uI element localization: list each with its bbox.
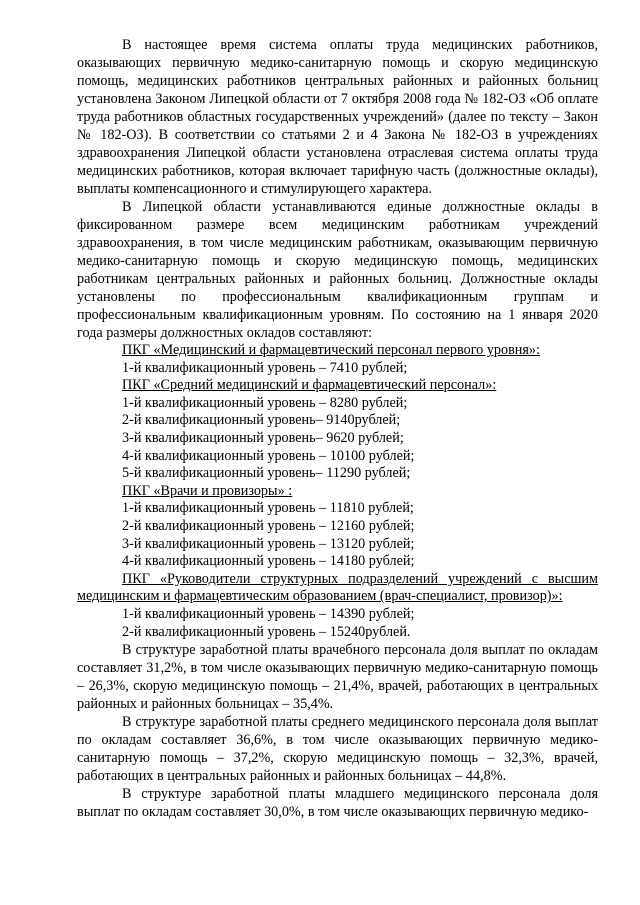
paragraph-junior-share: В структуре заработной платы младшего медицинского персонала доля выплат по окладам составляет 30,0%, в том числе оказывающих первичную медико- bbox=[77, 786, 598, 821]
qualification-level: 2-й квалификационный уровень – 12160 рублей; bbox=[122, 517, 415, 534]
paragraph-system: В настоящее время система оплаты труда медицинских работников, оказывающих первичную медико-санитарную помощь и скорую медицинскую помощь, медицинских работников центральных районных и районных больниц установлена Законом Липецкой области от 7 октября 2008 года № 182-ОЗ «Об оплате труда работников областных государственных учреждений» (далее по тексту – Закон № 182-ОЗ). В соответствии со статьями 2 и 4 Закона № 182-ОЗ в учреждениях здравоохранения Липецкой области установлена отраслевая система оплаты труда медицинских работников, которая включает тарифную часть (должностные оклады), выплаты компенсационного и стимулирующего характера. bbox=[77, 37, 598, 197]
paragraph-salaries: В Липецкой области устанавливаются единые должностные оклады в фиксированном размере всем медицинским работникам учреждений здравоохранения, в том числе медицинским работникам, оказывающим первичную медико-санитарную помощь и скорую медицинскую помощь, медицинских работникам центральных районных и районных больниц. Должностные оклады установлены по профессиональным квалификационным группам и профессиональным квалификационным уровням. По состоянию на 1 января 2020 года размеры должностных окладов составляют: bbox=[77, 199, 598, 341]
qualification-level: 4-й квалификационный уровень – 14180 рублей; bbox=[122, 553, 415, 570]
qualification-level: 5-й квалификационный уровень– 11290 рублей; bbox=[122, 465, 411, 482]
qualification-level: 4-й квалификационный уровень – 10100 рублей; bbox=[122, 447, 415, 464]
pkg-title: ПКГ «Медицинский и фармацевтический персонал первого уровня»: bbox=[122, 342, 540, 358]
qualification-level: 2-й квалификационный уровень – 15240рублей. bbox=[122, 623, 411, 640]
pkg-group-first-level bbox=[77, 342, 598, 377]
qualification-level: 2-й квалификационный уровень– 9140рублей; bbox=[122, 412, 401, 429]
pkg-title: ПКГ «Врачи и провизоры» : bbox=[122, 482, 293, 499]
pkg-group-middle-staff bbox=[77, 377, 598, 483]
pkg-group-doctors bbox=[77, 483, 598, 571]
pkg-title: ПКГ «Руководители структурных подразделений учреждений с высшим медицинским и фармацевтическим образованием (врач-специалист, провизор)»: bbox=[77, 570, 598, 605]
paragraph-doctors-share: В структуре заработной платы врачебного персонала доля выплат по окладам составляет 31,2%, в том числе оказывающих первичную медико-санитарную помощь – 26,3%, скорую медицинскую помощь – 21,4%, врачей, работающих в центральных районных и районных больницах – 35,4%. bbox=[77, 642, 598, 713]
qualification-level: 1-й квалификационный уровень – 8280 рублей; bbox=[122, 394, 408, 411]
pkg-title: ПКГ «Средний медицинский и фармацевтический персонал»: bbox=[122, 377, 497, 394]
qualification-level: 1-й квалификационный уровень – 14390 рублей; bbox=[122, 605, 415, 622]
qualification-level: 3-й квалификационный уровень– 9620 рублей; bbox=[122, 429, 404, 446]
qualification-level: 3-й квалификационный уровень – 13120 рублей; bbox=[122, 535, 415, 552]
paragraph-middle-share: В структуре заработной платы среднего медицинского персонала доля выплат по окладам составляет 36,6%, в том числе оказывающих первичную медико-санитарную помощь – 37,2%, скорую медицинскую помощь – 32,3%, врачей, работающих в центральных районных и районных больницах – 44,8%. bbox=[77, 714, 598, 785]
pkg-group-heads bbox=[77, 571, 598, 641]
qualification-level: 1-й квалификационный уровень – 11810 рублей; bbox=[122, 500, 414, 517]
qualification-level: 1-й квалификационный уровень – 7410 рублей; bbox=[122, 359, 408, 376]
